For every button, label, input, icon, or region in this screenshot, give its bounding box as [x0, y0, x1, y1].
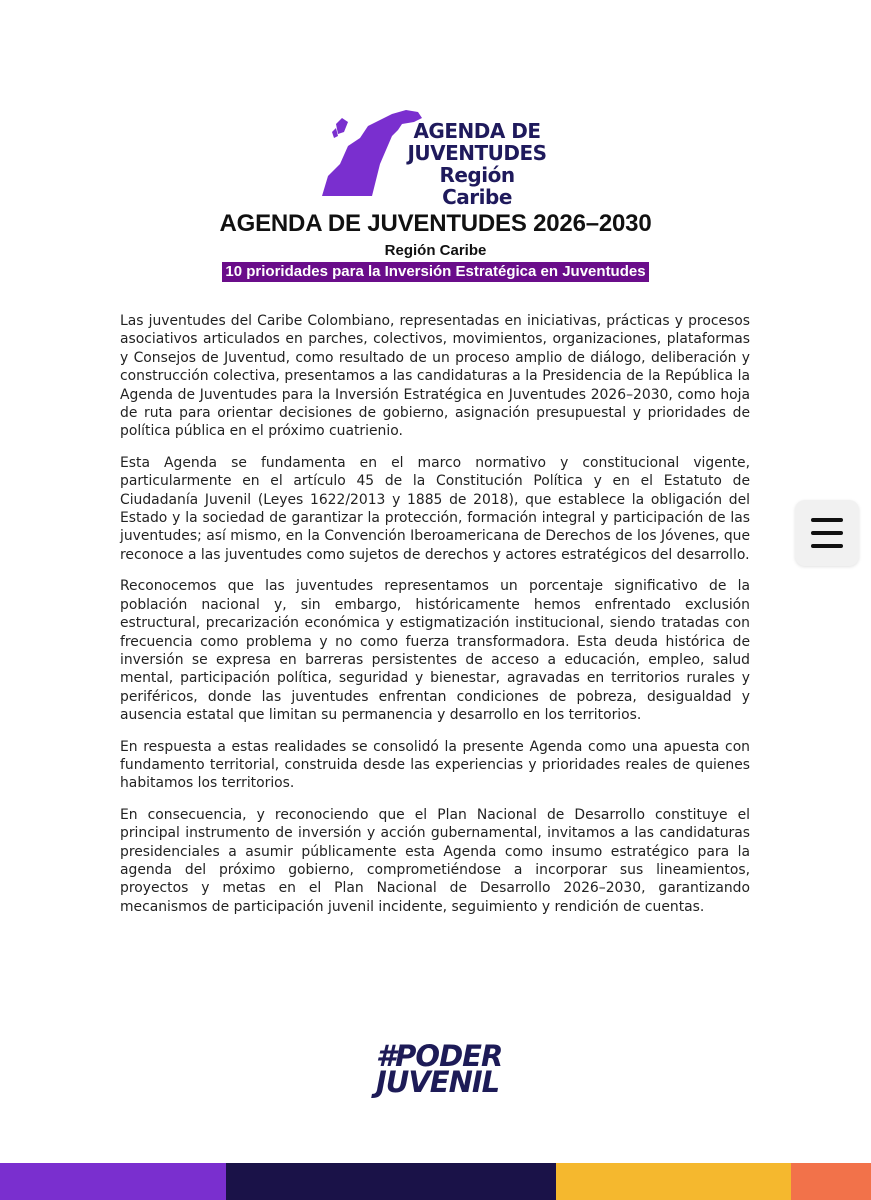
paragraph: En consecuencia, y reconociendo que el Plan Nacional de Desarrollo constituye el principal instrumento de inversión y acción gubernamental, invitamos a las candidaturas presidenciales a asumir públicamente esta Agenda como insumo estratégico para la agenda del próximo gobierno, comprometiéndose a incorporar sus lineamientos, proyectos y metas en el Plan Nacional de Desarrollo 2026–2030, garantizando mecanismos de participación juvenil incidente, seguimiento y rendición de cuentas. — [120, 806, 750, 915]
footer-bar-orange — [791, 1163, 871, 1200]
tagline-container — [0, 262, 871, 282]
tagline-highlight: 10 prioridades para la Inversión Estratégica en Juventudes — [222, 262, 648, 282]
document-body — [120, 312, 750, 929]
agenda-logo — [318, 106, 558, 209]
hamburger-menu-icon — [811, 518, 843, 522]
logo-line-1: AGENDA DE — [413, 119, 541, 143]
menu-button[interactable] — [795, 500, 859, 566]
hamburger-menu-icon — [811, 531, 843, 535]
page-subtitle: Región Caribe — [384, 242, 487, 259]
logo-line-2: JUVENTUDES — [407, 141, 547, 165]
poder-juvenil-logo — [376, 1039, 516, 1099]
paragraph: Esta Agenda se fundamenta en el marco normativo y constitucional vigente, particularmente en el artículo 45 de la Constitución Política y en el Estatuto de Ciudadanía Juvenil (Leyes 1622/2013 y 1885 de 2018), que establece la obligación del Estado y la sociedad de garantizar la protección, formación integral y participación de las juventudes; así mismo, en la Convención Iberoamericana de Derechos de los Jóvenes, que reconoce a las juventudes como sujetos de derechos y actores estratégicos del desarrollo. — [120, 454, 750, 563]
paragraph: En respuesta a estas realidades se consolidó la presente Agenda como una apuesta con fundamento territorial, construida desde las experiencias y prioridades reales de quienes habitamos los territorios. — [120, 738, 750, 792]
hashtag-line-2: JUVENIL — [376, 1065, 500, 1099]
footer-bar-purple — [0, 1163, 226, 1200]
hamburger-menu-icon — [811, 544, 843, 548]
footer-bar-yellow — [556, 1163, 791, 1200]
logo-line-3: Región Caribe — [439, 163, 515, 209]
paragraph: Las juventudes del Caribe Colombiano, representadas en iniciativas, prácticas y procesos asociativos articulados en parches, colectivos, movimientos, organizaciones, plataformas y Consejos de Juventud, como resultado de un proceso amplio de diálogo, deliberación y construcción colectiva, presentamos a las candidaturas a la Presidencia de la República la Agenda de Juventudes para la Inversión Estratégica en Juventudes 2026–2030, como hoja de ruta para orientar decisiones de gobierno, asignación presupuestal y prioridades de política pública en el próximo cuatrienio. — [120, 313, 750, 440]
footer-bar-navy — [226, 1163, 556, 1200]
paragraph: Reconocemos que las juventudes representamos un porcentaje significativo de la población nacional y, sin embargo, históricamente hemos enfrentado exclusión estructural, precarización económica y estigmatización institucional, siendo tratadas con frecuencia como problema y no como fuerza transformadora. Esta deuda histórica de inversión se expresa en barreras persistentes de acceso a educación, empleo, salud mental, participación política, seguridad y bienestar, agravadas en territorios rurales y periféricos, donde las juventudes enfrentan condiciones de pobreza, desigualdad y ausencia estatal que limitan su permanencia y desarrollo en los territorios. — [120, 578, 750, 724]
page-title: AGENDA DE JUVENTUDES 2026–2030 — [219, 210, 652, 237]
hashtag-line-1: #PODER — [376, 1039, 503, 1073]
